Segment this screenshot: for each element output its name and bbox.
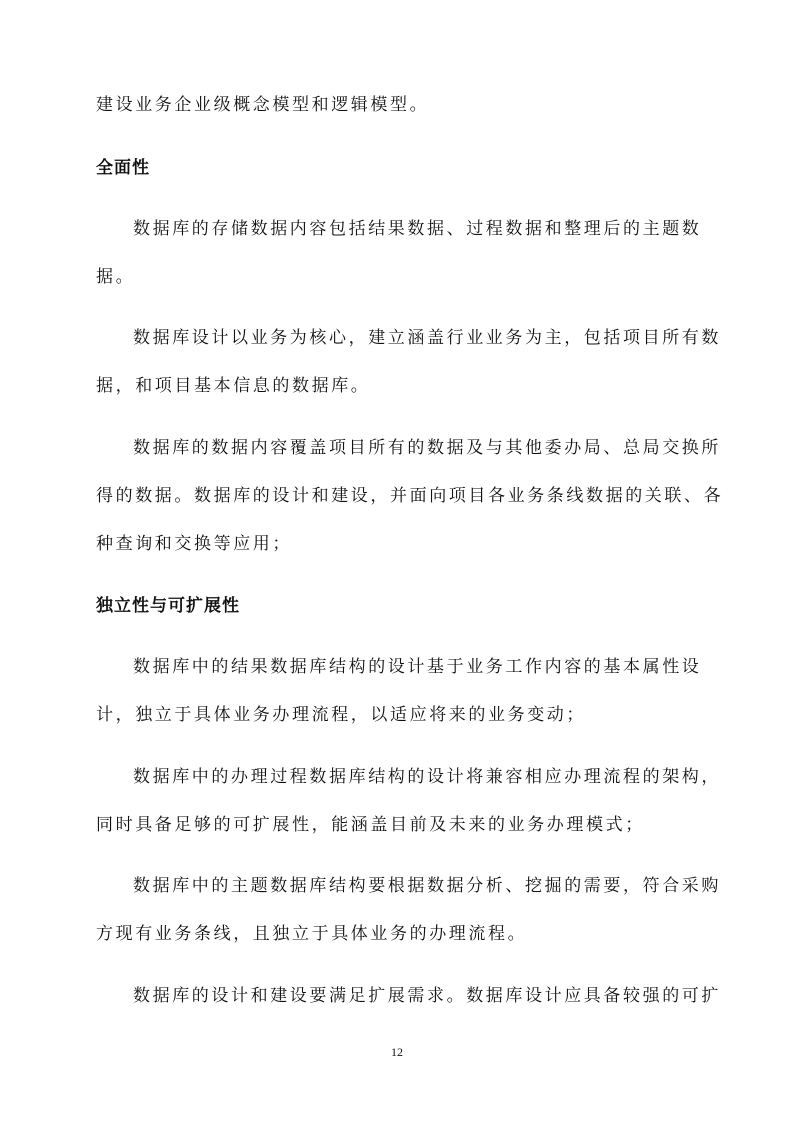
- page-number: 12: [391, 1045, 403, 1059]
- paragraph-line: 计，独立于具体业务办理流程，以适应将来的业务变动；: [96, 705, 586, 725]
- paragraph-line: 数据库的存储数据内容包括结果数据、过程数据和整理后的主题数: [133, 219, 702, 239]
- paragraph-line: 数据库的设计和建设要满足扩展需求。数据库设计应具备较强的可扩: [133, 986, 721, 1006]
- paragraph-line: 数据库中的主题数据库结构要根据数据分析、挖掘的需要，符合采购: [133, 876, 721, 896]
- paragraph-line: 据，和项目基本信息的数据库。: [96, 376, 371, 396]
- paragraph-line: 方现有业务条线，且独立于具体业务的办理流程。: [96, 924, 528, 944]
- section-heading: 独立性与可扩展性: [96, 596, 240, 616]
- paragraph-line: 数据库设计以业务为核心，建立涵盖行业业务为主，包括项目所有数: [133, 328, 721, 348]
- paragraph-line: 数据库中的结果数据库结构的设计基于业务工作内容的基本属性设: [133, 657, 702, 677]
- paragraph-line: 数据库中的办理过程数据库结构的设计将兼容相应办理流程的架构，: [133, 767, 721, 787]
- paragraph-line: 据。: [96, 267, 136, 287]
- paragraph-line: 同时具备足够的可扩展性，能涵盖目前及未来的业务办理模式；: [96, 815, 645, 835]
- paragraph-line: 得的数据。数据库的设计和建设，并面向项目各业务条线数据的关联、各: [96, 486, 724, 506]
- section-heading: 全面性: [96, 158, 150, 178]
- body-text-line: 建设业务企业级概念模型和逻辑模型。: [96, 95, 430, 115]
- paragraph-line: 数据库的数据内容覆盖项目所有的数据及与其他委办局、总局交换所: [133, 438, 721, 458]
- paragraph-line: 种查询和交换等应用；: [96, 534, 292, 554]
